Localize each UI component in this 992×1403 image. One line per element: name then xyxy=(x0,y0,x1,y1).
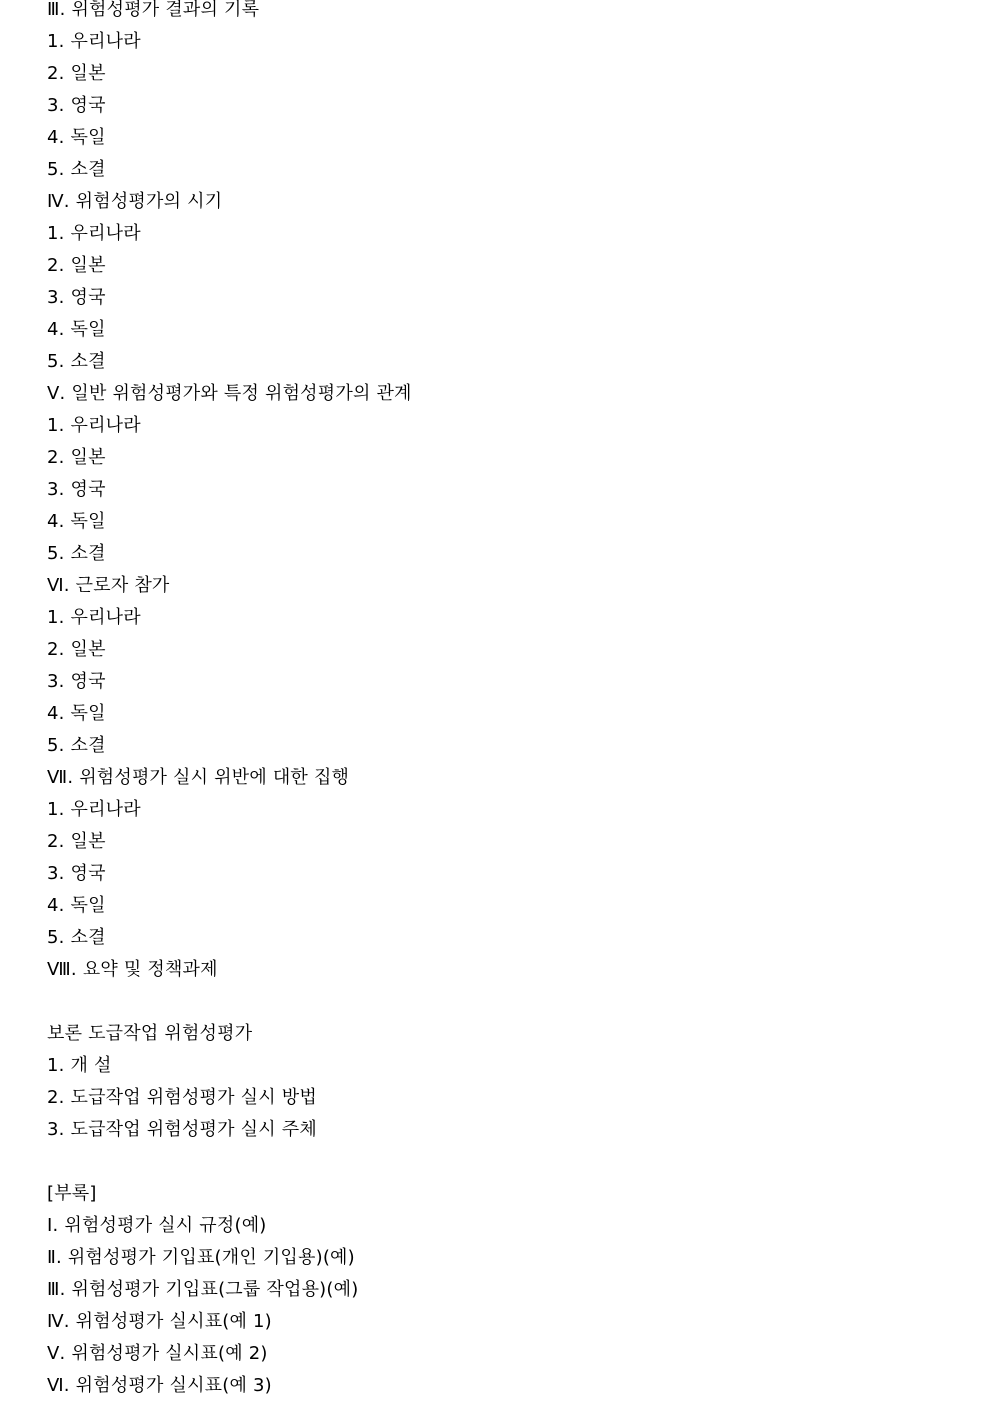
toc-section-appendix xyxy=(47,1178,947,1402)
toc-line: Ⅱ. 위험성평가 기입표(개인 기입용)(예) xyxy=(47,1247,355,1268)
toc-section-supplement xyxy=(47,1018,947,1146)
toc-line: 5. 소결 xyxy=(47,735,106,756)
toc-line: [부록] xyxy=(47,1183,97,1204)
toc-line: 1. 우리나라 xyxy=(47,607,141,628)
toc-line: 3. 영국 xyxy=(47,863,106,884)
toc-line: Ⅰ. 위험성평가 실시 규정(예) xyxy=(47,1215,267,1236)
toc-line: 1. 우리나라 xyxy=(47,223,141,244)
toc-line: 4. 독일 xyxy=(47,703,106,724)
toc-line: 4. 독일 xyxy=(47,319,106,340)
toc-line: 2. 도급작업 위험성평가 실시 방법 xyxy=(47,1087,317,1108)
toc-line: 5. 소결 xyxy=(47,159,106,180)
toc-line: 2. 일본 xyxy=(47,63,106,84)
toc-line: 3. 도급작업 위험성평가 실시 주체 xyxy=(47,1119,317,1140)
toc-line: Ⅵ. 위험성평가 실시표(예 3) xyxy=(47,1375,272,1396)
toc-line: 3. 영국 xyxy=(47,479,106,500)
toc-section-main xyxy=(47,0,947,986)
toc-line: Ⅶ. 위험성평가 실시 위반에 대한 집행 xyxy=(47,767,350,788)
toc-line: 3. 영국 xyxy=(47,95,106,116)
toc-line: Ⅳ. 위험성평가의 시기 xyxy=(47,191,223,212)
toc-line: 3. 영국 xyxy=(47,671,106,692)
toc-line: 3. 영국 xyxy=(47,287,106,308)
toc-line: Ⅲ. 위험성평가 결과의 기록 xyxy=(47,0,260,20)
toc-line: Ⅷ. 요약 및 정책과제 xyxy=(47,959,218,980)
spacer xyxy=(47,1146,947,1178)
spacer xyxy=(47,986,947,1018)
toc-line: 1. 우리나라 xyxy=(47,415,141,436)
toc-line: 4. 독일 xyxy=(47,127,106,148)
toc-line: 5. 소결 xyxy=(47,927,106,948)
document-page xyxy=(47,0,947,1402)
toc-line: 5. 소결 xyxy=(47,351,106,372)
toc-line: Ⅲ. 위험성평가 기입표(그룹 작업용)(예) xyxy=(47,1279,359,1300)
toc-line: 1. 우리나라 xyxy=(47,31,141,52)
toc-line: 4. 독일 xyxy=(47,895,106,916)
toc-line: 2. 일본 xyxy=(47,447,106,468)
toc-line: 2. 일본 xyxy=(47,639,106,660)
toc-line: Ⅴ. 위험성평가 실시표(예 2) xyxy=(47,1343,268,1364)
toc-line: 5. 소결 xyxy=(47,543,106,564)
toc-line: Ⅴ. 일반 위험성평가와 특정 위험성평가의 관계 xyxy=(47,383,412,404)
toc-line: Ⅵ. 근로자 참가 xyxy=(47,575,170,596)
toc-line: Ⅳ. 위험성평가 실시표(예 1) xyxy=(47,1311,272,1332)
toc-line: 2. 일본 xyxy=(47,831,106,852)
toc-line: 1. 개 설 xyxy=(47,1055,112,1076)
toc-line: 보론 도급작업 위험성평가 xyxy=(47,1023,253,1044)
toc-line: 2. 일본 xyxy=(47,255,106,276)
toc-line: 1. 우리나라 xyxy=(47,799,141,820)
toc-line: 4. 독일 xyxy=(47,511,106,532)
